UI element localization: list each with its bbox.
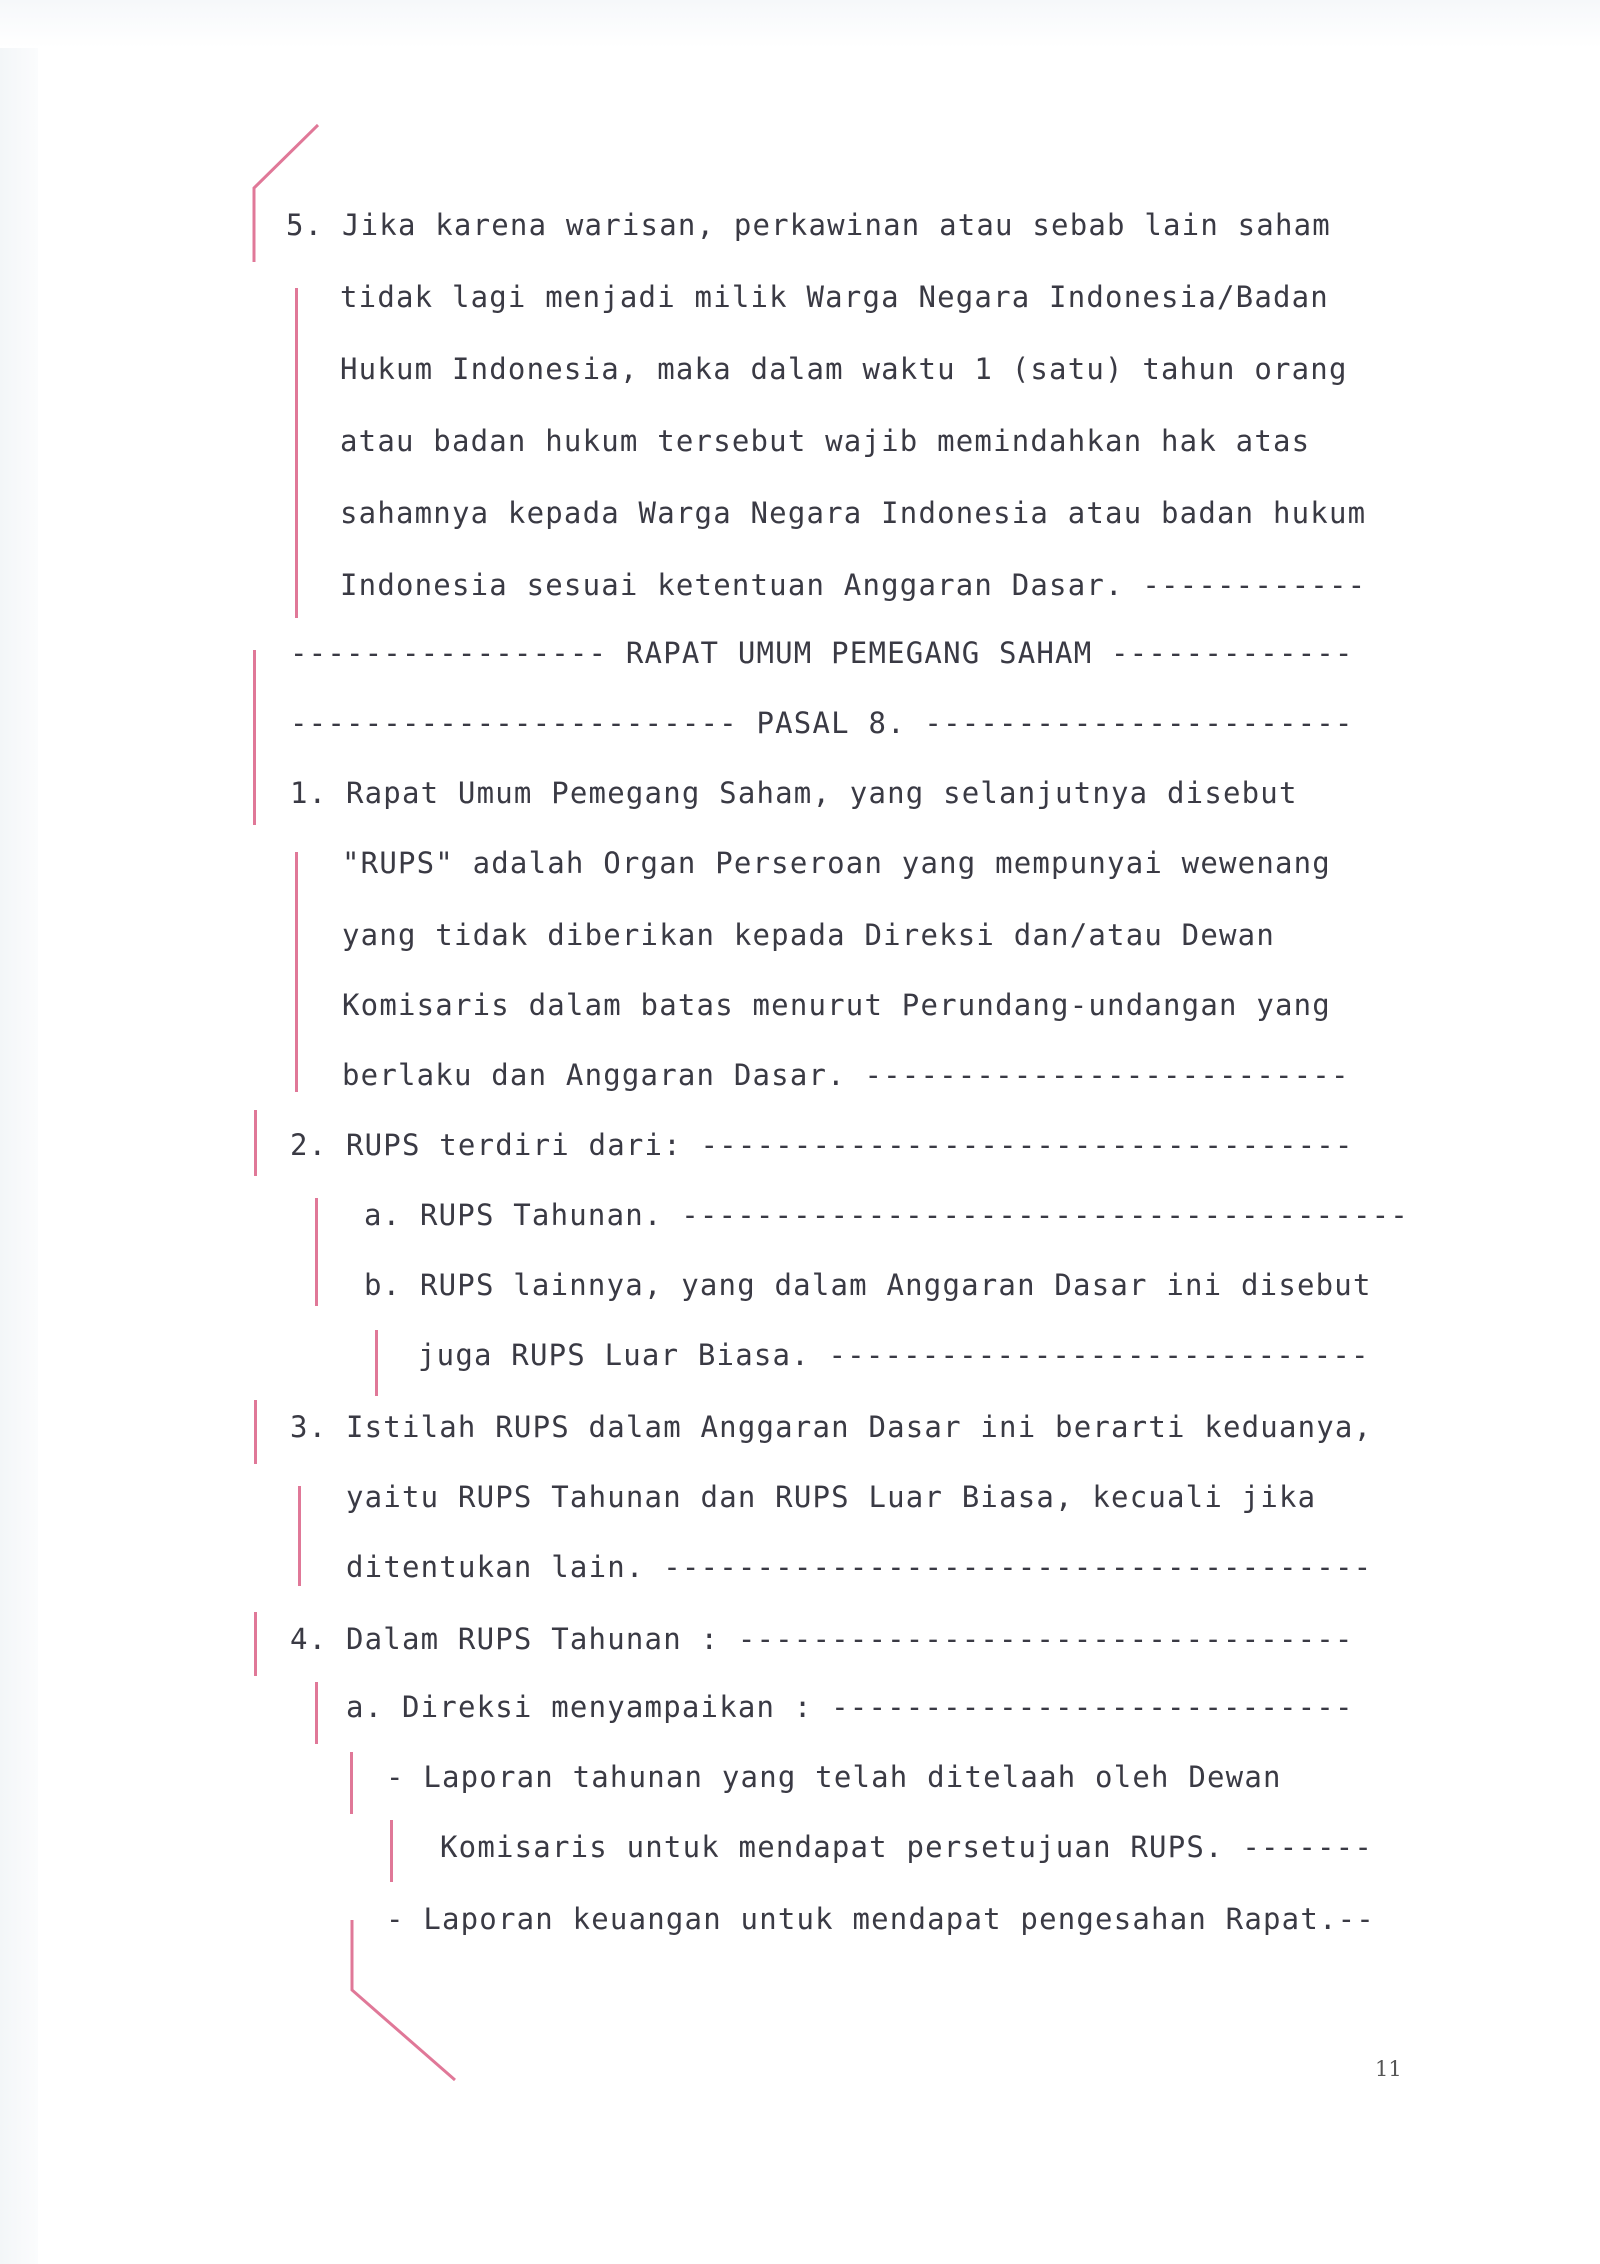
chapter-title: ----------------- RAPAT UMUM PEMEGANG SAHAM ------------- [290,636,1354,670]
margin-mark [390,1820,393,1882]
margin-mark [295,288,298,618]
margin-mark [254,1400,257,1464]
margin-mark [375,1330,378,1396]
text-line: Komisaris dalam batas menurut Perundang-undangan yang [342,988,1331,1022]
text-line: tidak lagi menjadi milik Warga Negara Indonesia/Badan [340,280,1329,314]
text-line: 1. Rapat Umum Pemegang Saham, yang selanjutnya disebut [290,776,1298,810]
text-line: 4. Dalam RUPS Tahunan : --------------------------------- [290,1622,1354,1656]
text-line: 3. Istilah RUPS dalam Anggaran Dasar ini berarti keduanya, [290,1410,1373,1444]
margin-mark [253,650,256,825]
margin-mark [254,1110,257,1176]
text-line: atau badan hukum tersebut wajib memindahkan hak atas [340,424,1311,458]
text-line: a. Direksi menyampaikan : ---------------------------- [346,1690,1354,1724]
margin-mark [254,1612,257,1676]
text-line: sahamnya kepada Warga Negara Indonesia atau badan hukum [340,496,1367,530]
text-line: yang tidak diberikan kepada Direksi dan/atau Dewan [342,918,1275,952]
text-line: berlaku dan Anggaran Dasar. -------------------------- [342,1058,1350,1092]
text-line: Indonesia sesuai ketentuan Anggaran Dasar. ------------ [340,568,1367,602]
text-line: - Laporan keuangan untuk mendapat pengesahan Rapat.-- [386,1902,1375,1936]
text-line: juga RUPS Luar Biasa. ----------------------------- [418,1338,1370,1372]
text-line: "RUPS" adalah Organ Perseroan yang mempunyai wewenang [342,846,1331,880]
margin-mark [295,852,298,1092]
text-line: b. RUPS lainnya, yang dalam Anggaran Dasar ini disebut [364,1268,1372,1302]
page-number: 11 [1375,2057,1402,2081]
text-line: 2. RUPS terdiri dari: ----------------------------------- [290,1128,1354,1162]
margin-mark [315,1198,318,1306]
margin-mark [350,1752,353,1814]
text-line: ditentukan lain. -------------------------------------- [346,1550,1373,1584]
margin-mark [298,1486,301,1586]
text-line: Komisaris untuk mendapat persetujuan RUPS. ------- [440,1830,1373,1864]
margin-mark [315,1682,318,1744]
text-line: - Laporan tahunan yang telah ditelaah oleh Dewan [386,1760,1282,1794]
text-line: Hukum Indonesia, maka dalam waktu 1 (satu) tahun orang [340,352,1348,386]
pen-stroke-bottom [352,1920,455,2080]
text-line: a. RUPS Tahunan. --------------------------------------- [364,1198,1409,1232]
text-line: 5. Jika karena warisan, perkawinan atau sebab lain saham [286,208,1331,242]
article-title: ------------------------ PASAL 8. ----------------------- [290,706,1354,740]
text-line: yaitu RUPS Tahunan dan RUPS Luar Biasa, kecuali jika [346,1480,1317,1514]
